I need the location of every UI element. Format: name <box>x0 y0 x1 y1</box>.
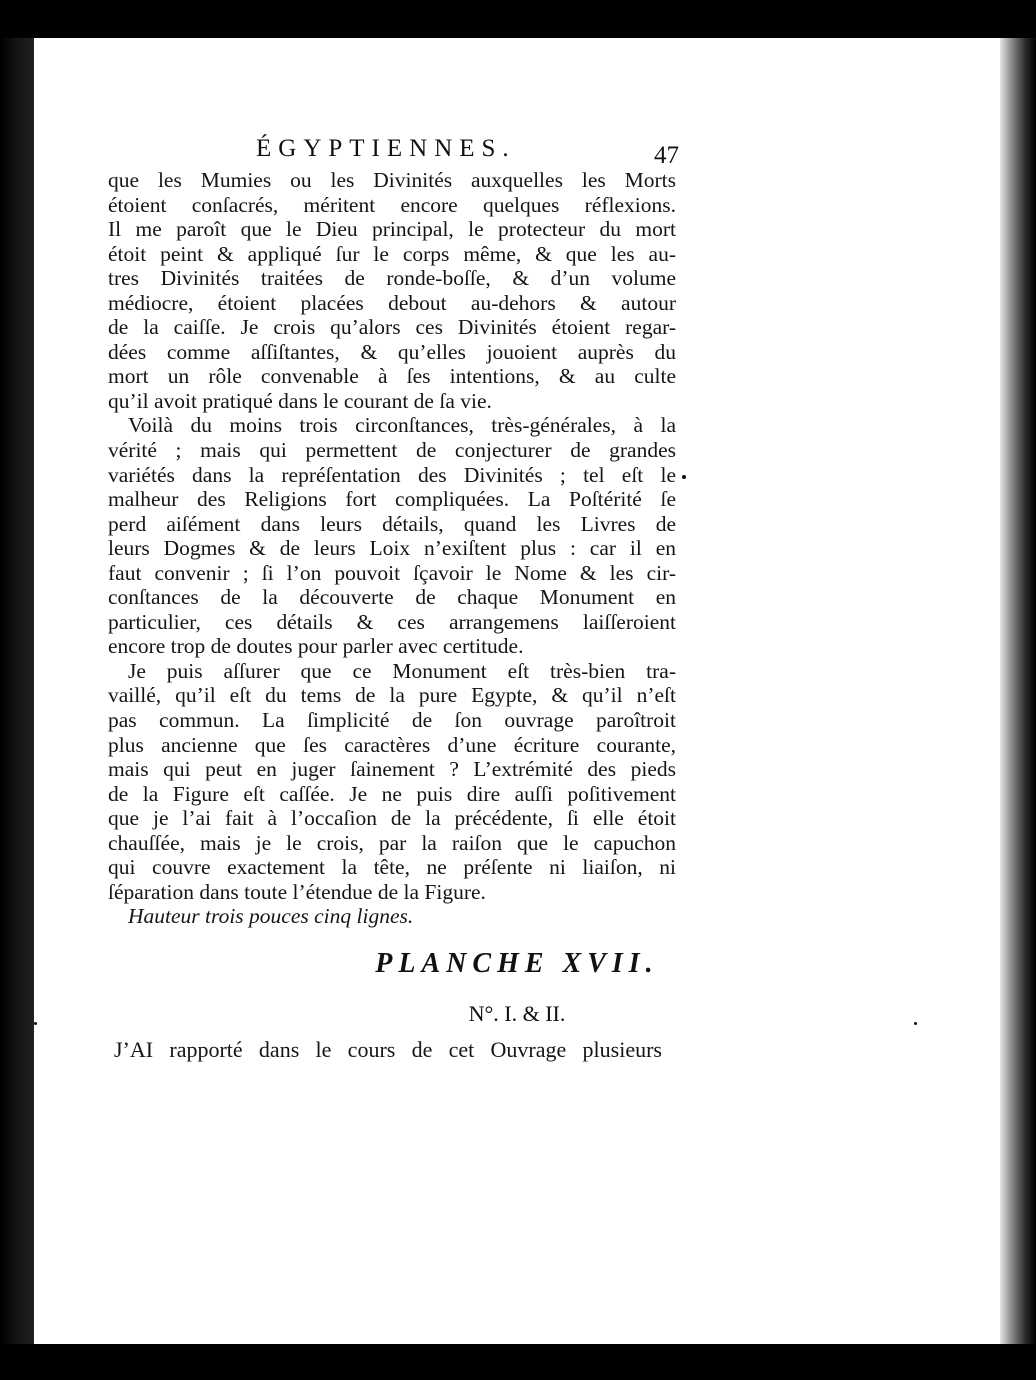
measure-line: Hauteur trois pouces cinq lignes. <box>128 904 414 929</box>
body-line: mort un rôle convenable à ſes intentions, & au culte <box>108 364 676 389</box>
scan-left-edge <box>0 38 34 1344</box>
closing-line: J’AI rapporté dans le cours de cet Ouvrage plusieurs <box>114 1037 662 1062</box>
scan-right-edge <box>1000 38 1036 1344</box>
body-line: conſtances de la découverte de chaque Monument en <box>108 585 676 610</box>
body-line: Je puis aſſurer que ce Monument eſt très-bien tra- <box>128 658 676 683</box>
body-line: pas commun. La ſimplicité de ſon ouvrage paroîtroit <box>108 708 676 733</box>
plate-numbers: N°. I. & II. <box>468 1001 566 1026</box>
body-line: encore trop de doutes pour parler avec certitude. <box>108 634 524 659</box>
body-line: faut convenir ; ſi l’on pouvoit ſçavoir le Nome & les cir- <box>108 560 676 585</box>
body-line: tres Divinités traitées de ronde-boſſe, & d’un volume <box>108 266 676 291</box>
body-line: ſéparation dans toute l’étendue de la Figure. <box>108 879 486 904</box>
body-line: variétés dans la repréſentation des Divinités ; tel eſt le <box>108 462 676 487</box>
running-head-title: ÉGYPTIENNES. <box>256 135 516 162</box>
body-line: chauſſée, mais je le crois, par la raiſon que le capuchon <box>108 830 676 855</box>
body-text <box>108 168 676 929</box>
book-page <box>34 38 1000 1344</box>
body-line: étoit peint & appliqué ſur le corps même, & que les au- <box>108 241 676 266</box>
body-line: Voilà du moins trois circonſtances, très-générales, à la <box>128 413 676 438</box>
body-line: de la Figure eſt caſſée. Je ne puis dire auſſi poſitivement <box>108 781 676 806</box>
plate-title: PLANCHE XVII. <box>375 948 659 979</box>
body-line: que les Mumies ou les Divinités auxquelles les Morts <box>108 168 676 192</box>
body-line: vaillé, qu’il eſt du tems de la pure Egypte, & qu’il n’eſt <box>108 683 676 708</box>
body-line: que je l’ai fait à l’occaſion de la précédente, ſi elle étoit <box>108 806 676 831</box>
body-line: leurs Dogmes & de leurs Loix n’exiſtent plus : car il en <box>108 536 676 561</box>
body-line: étoient conſacrés, méritent encore quelques réflexions. <box>108 192 676 217</box>
body-line: qui couvre exactement la tête, ne préſente ni liaiſon, ni <box>108 855 676 880</box>
body-line: Il me paroît que le Dieu principal, le protecteur du mort <box>108 217 676 242</box>
page-number: 47 <box>654 142 679 169</box>
ink-speck <box>682 475 686 479</box>
body-line: dées comme aſſiſtantes, & qu’elles jouoient auprès du <box>108 339 676 364</box>
body-line: plus ancienne que ſes caractères d’une écriture courante, <box>108 732 676 757</box>
body-line: perd aiſément dans leurs détails, quand les Livres de <box>108 511 676 536</box>
ink-speck <box>914 1022 917 1025</box>
body-line: malheur des Religions fort compliquées. La Poſtérité ſe <box>108 487 676 512</box>
body-line: particulier, ces détails & ces arrangemens laiſſeroient <box>108 609 676 634</box>
body-line: qu’il avoit pratiqué dans le courant de ſa vie. <box>108 388 492 413</box>
body-line: médiocre, étoient placées debout au-dehors & autour <box>108 290 676 315</box>
body-line: de la caiſſe. Je crois qu’alors ces Divinités étoient regar- <box>108 315 676 340</box>
ink-speck <box>34 1022 37 1025</box>
body-line: mais qui peut en juger ſainement ? L’extrémité des pieds <box>108 757 676 782</box>
body-line: vérité ; mais qui permettent de conjecturer de grandes <box>108 438 676 463</box>
